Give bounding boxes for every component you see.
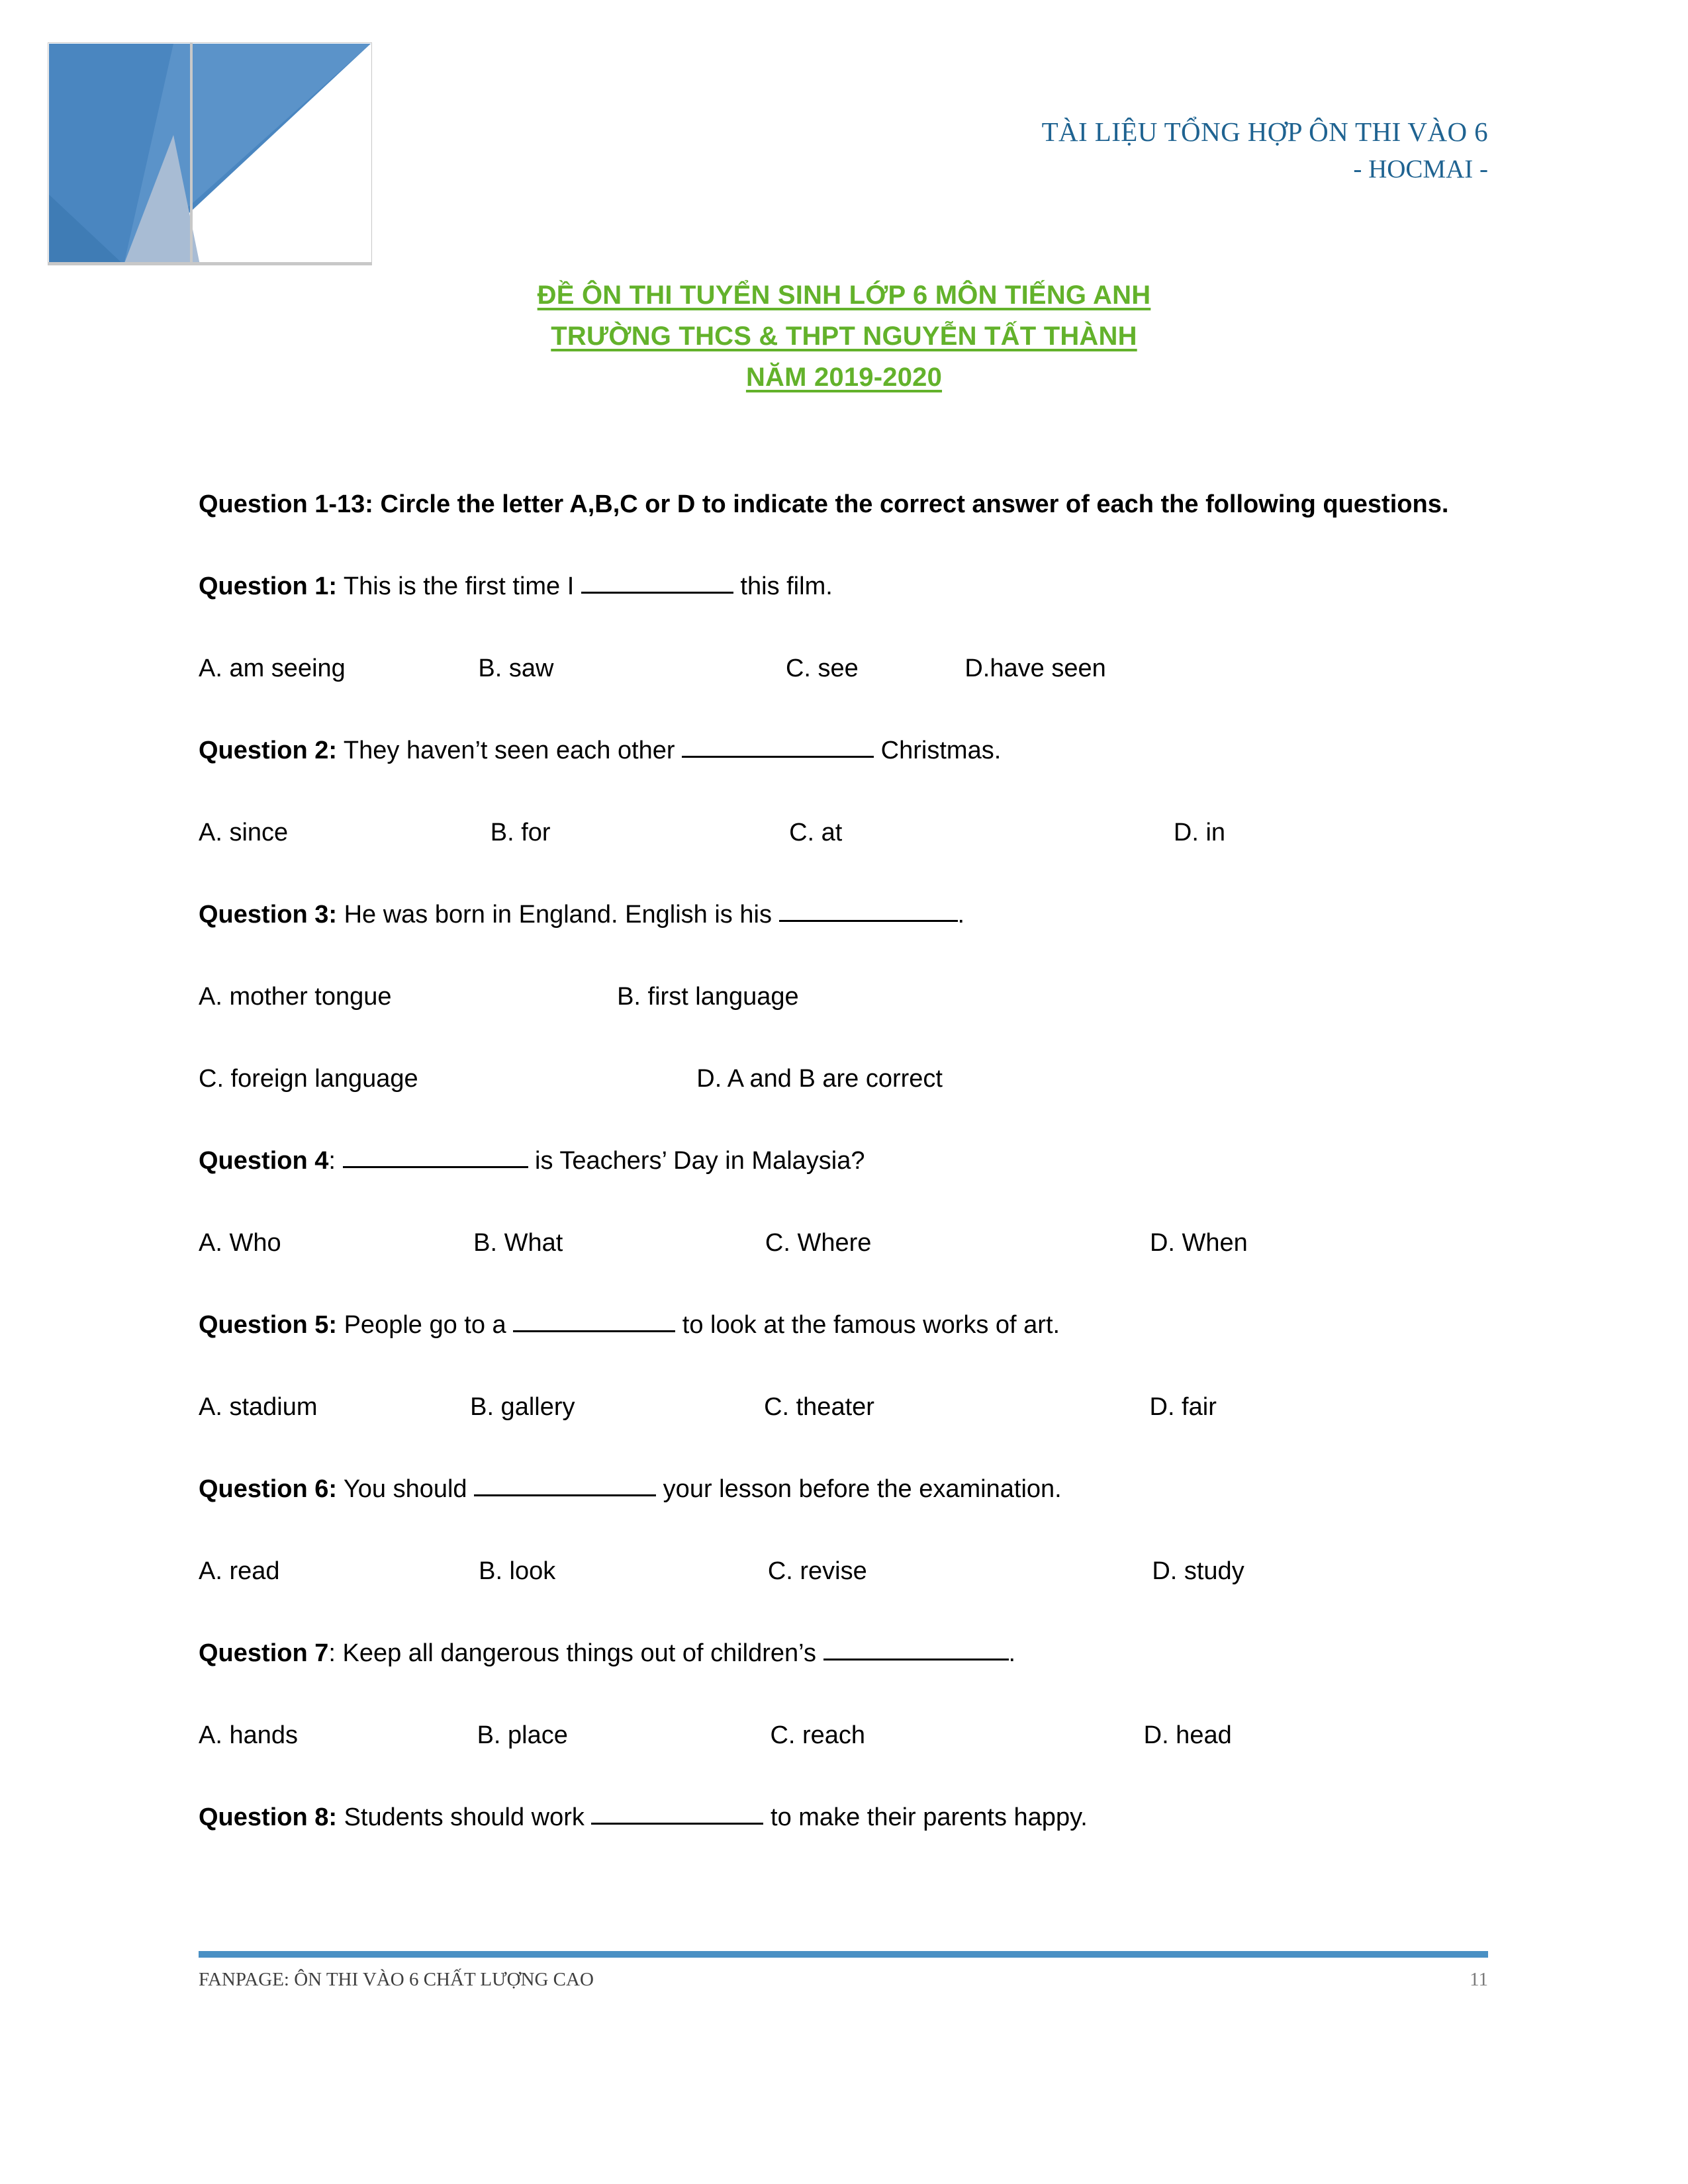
- question-5-stem: [199, 1284, 1496, 1366]
- question-5-text-after: to look at the famous works of art.: [675, 1311, 1060, 1339]
- question-3-option-d[interactable]: D. A and B are correct: [696, 1065, 943, 1093]
- question-6-stem: [199, 1448, 1496, 1530]
- question-8-text-after: to make their parents happy.: [763, 1803, 1088, 1831]
- question-2-blank: [682, 756, 874, 758]
- question-3-options-row-2: [199, 1038, 1496, 1120]
- question-2-options: [199, 792, 1496, 874]
- question-5-label: Question 5:: [199, 1311, 338, 1339]
- question-6-options: [199, 1530, 1496, 1612]
- question-4-blank: [343, 1166, 528, 1168]
- hocmai-logo: [48, 42, 372, 267]
- question-1-option-b[interactable]: B. saw: [478, 655, 554, 682]
- question-4-options: [199, 1202, 1496, 1284]
- question-2-option-b[interactable]: B. for: [490, 819, 551, 846]
- footer-divider: [199, 1951, 1488, 1958]
- question-1-option-a[interactable]: A. am seeing: [199, 655, 346, 682]
- doc-title-line-2: TRƯỜNG THCS & THPT NGUYỄN TẤT THÀNH: [551, 322, 1137, 351]
- question-5-text-before: People go to a: [337, 1311, 514, 1339]
- question-2-text-before: They haven’t seen each other: [337, 737, 682, 764]
- question-7-text-before: : Keep all dangerous things out of children’s: [328, 1639, 823, 1667]
- question-6-option-a[interactable]: A. read: [199, 1557, 280, 1585]
- question-8-text-before: Students should work: [337, 1803, 592, 1831]
- hocmai-logo-icon: [48, 42, 372, 267]
- doc-title-line-1: ĐỀ ÔN THI TUYỂN SINH LỚP 6 MÔN TIẾNG ANH: [537, 281, 1151, 310]
- question-3-options-row-1: [199, 956, 1496, 1038]
- doc-title-line-3: NĂM 2019-2020: [745, 363, 943, 392]
- question-4-option-d[interactable]: D. When: [1149, 1229, 1248, 1257]
- page-header: [0, 34, 1688, 253]
- instruction-label: Question 1-13:: [199, 490, 373, 518]
- question-7-label: Question 7: [199, 1639, 329, 1667]
- question-3-stem: [199, 874, 1496, 956]
- question-6-text-after: your lesson before the examination.: [656, 1475, 1062, 1503]
- question-1-option-c[interactable]: C. see: [785, 655, 859, 682]
- question-2-stem: [199, 709, 1496, 792]
- question-5-option-b[interactable]: B. gallery: [470, 1393, 575, 1421]
- question-7-stem: [199, 1612, 1496, 1694]
- question-6-option-d[interactable]: D. study: [1152, 1557, 1244, 1585]
- question-4-text-after: is Teachers’ Day in Malaysia?: [528, 1147, 865, 1175]
- question-7-blank: [823, 1659, 1009, 1661]
- question-6-text-before: You should: [337, 1475, 475, 1503]
- question-1-blank: [581, 592, 733, 594]
- question-2-option-a[interactable]: A. since: [199, 819, 289, 846]
- question-3-option-b[interactable]: B. first language: [617, 983, 799, 1011]
- question-4-stem: [199, 1120, 1496, 1202]
- question-3-label: Question 3:: [199, 901, 338, 929]
- question-3-option-a[interactable]: A. mother tongue: [199, 983, 392, 1011]
- question-6-option-c[interactable]: C. revise: [767, 1557, 867, 1585]
- question-3-option-c[interactable]: C. foreign language: [199, 1065, 418, 1093]
- header-subtitle: - HOCMAI -: [1353, 155, 1488, 183]
- question-1-option-d[interactable]: D.have seen: [964, 655, 1106, 682]
- question-5-options: [199, 1366, 1496, 1448]
- question-7-option-b[interactable]: B. place: [477, 1721, 568, 1749]
- question-6-blank: [474, 1494, 656, 1496]
- question-1-label: Question 1:: [199, 572, 338, 600]
- question-1-stem: [199, 545, 1496, 627]
- document-body: [199, 463, 1496, 1858]
- question-2-option-d[interactable]: D. in: [1173, 819, 1226, 846]
- question-5-option-a[interactable]: A. stadium: [199, 1393, 318, 1421]
- header-title: TÀI LIỆU TỔNG HỢP ÔN THI VÀO 6: [1041, 116, 1488, 147]
- question-1-text-after: this film.: [733, 572, 833, 600]
- question-4-option-c[interactable]: C. Where: [765, 1229, 872, 1257]
- page-number: 11: [1470, 1969, 1488, 1990]
- question-4-option-a[interactable]: A. Who: [199, 1229, 281, 1257]
- question-1-text-before: This is the first time I: [337, 572, 581, 600]
- document-title-block: [0, 275, 1688, 398]
- question-7-options: [199, 1694, 1496, 1776]
- question-4-label: Question 4: [199, 1147, 329, 1175]
- question-7-option-c[interactable]: C. reach: [770, 1721, 866, 1749]
- question-7-text-after: .: [1008, 1639, 1016, 1667]
- question-5-option-c[interactable]: C. theater: [764, 1393, 874, 1421]
- question-4-text-before: :: [328, 1147, 343, 1175]
- question-2-option-c[interactable]: C. at: [789, 819, 843, 846]
- question-6-option-b[interactable]: B. look: [479, 1557, 556, 1585]
- question-5-option-d[interactable]: D. fair: [1149, 1393, 1217, 1421]
- question-5-blank: [513, 1330, 675, 1332]
- instruction-text: Circle the letter A,B,C or D to indicate the correct answer of each the following questions.: [373, 490, 1449, 518]
- question-3-blank: [779, 920, 958, 922]
- question-1-options: [199, 627, 1496, 709]
- question-7-option-d[interactable]: D. head: [1143, 1721, 1232, 1749]
- question-3-text-before: He was born in England. English is his: [337, 901, 779, 929]
- question-2-label: Question 2:: [199, 737, 338, 764]
- question-3-text-after: .: [957, 901, 965, 929]
- question-8-blank: [591, 1823, 763, 1825]
- question-6-label: Question 6:: [199, 1475, 338, 1503]
- question-8-label: Question 8:: [199, 1803, 338, 1831]
- question-8-stem: [199, 1776, 1496, 1858]
- question-2-text-after: Christmas.: [874, 737, 1002, 764]
- footer-text: FANPAGE: ÔN THI VÀO 6 CHẤT LƯỢNG CAO: [199, 1969, 594, 1990]
- instruction-paragraph: [199, 463, 1450, 545]
- question-4-option-b[interactable]: B. What: [473, 1229, 563, 1257]
- question-7-option-a[interactable]: A. hands: [199, 1721, 298, 1749]
